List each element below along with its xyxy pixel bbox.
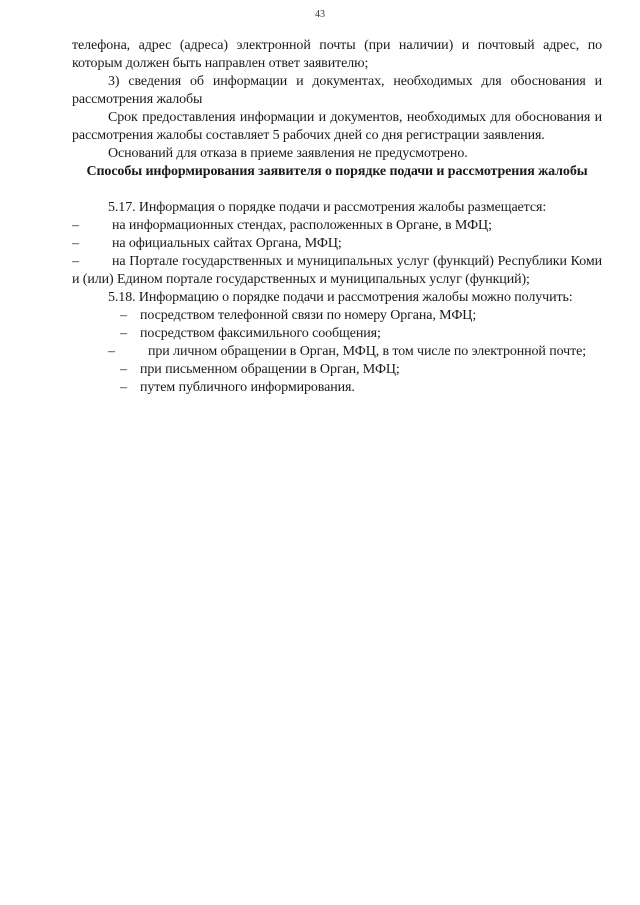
dash-bullet: –: [120, 326, 127, 341]
list-item-text: на официальных сайтах Органа, МФЦ;: [112, 236, 342, 251]
paragraph-item-3: 3) сведения об информации и документах, необходимых для обоснования и рассмотрения жалобы: [72, 74, 602, 107]
list-item-text: на Портале государственных и муниципальных услуг (функций) Республики Коми и (или) Едином портале государственных и муниципальных услуг (функций);: [72, 254, 602, 287]
list-item-text: посредством факсимильного сообщения;: [140, 326, 381, 341]
list-item-text: на информационных стендах, расположенных в Органе, в МФЦ;: [112, 218, 492, 233]
list-item: [72, 217, 602, 235]
list-item: [72, 235, 602, 253]
dash-bullet: –: [72, 236, 79, 251]
dash-bullet: –: [120, 308, 127, 323]
document-body: [72, 37, 602, 397]
list-item-text: при личном обращении в Орган, МФЦ, в том числе по электронной почте;: [148, 344, 587, 359]
list-item: [72, 253, 602, 289]
list-item: [72, 325, 602, 343]
dash-bullet: –: [120, 362, 127, 377]
dash-bullet: –: [72, 254, 79, 269]
list-item-text: посредством телефонной связи по номеру Органа, МФЦ;: [140, 308, 477, 323]
page-number: 43: [315, 9, 325, 20]
list-item-text: при письменном обращении в Орган, МФЦ;: [140, 362, 400, 377]
list-item: [72, 379, 602, 397]
section-518-intro: 5.18. Информацию о порядке подачи и рассмотрения жалобы можно получить:: [108, 290, 573, 305]
spacer: [72, 181, 602, 199]
paragraph-no-refusal: Оснований для отказа в приеме заявления не предусмотрено.: [108, 146, 468, 161]
paragraph-deadline: Срок предоставления информации и документов, необходимых для обоснования и рассмотрения жалобы составляет 5 рабочих дней со дня регистрации заявления.: [72, 110, 602, 143]
dash-bullet: –: [120, 380, 127, 395]
dash-bullet: –: [72, 218, 79, 233]
list-item: [72, 361, 602, 379]
paragraph-contact-info: телефона, адрес (адреса) электронной почты (при наличии) и почтовый адрес, по которым должен быть направлен ответ заявителю;: [72, 38, 602, 71]
dash-bullet: –: [108, 344, 115, 359]
section-heading: Способы информирования заявителя о порядке подачи и рассмотрения жалобы: [86, 164, 588, 179]
list-item: [72, 307, 602, 325]
list-item-text: путем публичного информирования.: [140, 380, 355, 395]
section-517-intro: 5.17. Информация о порядке подачи и рассмотрения жалобы размещается:: [108, 200, 547, 215]
list-item: [72, 343, 602, 361]
